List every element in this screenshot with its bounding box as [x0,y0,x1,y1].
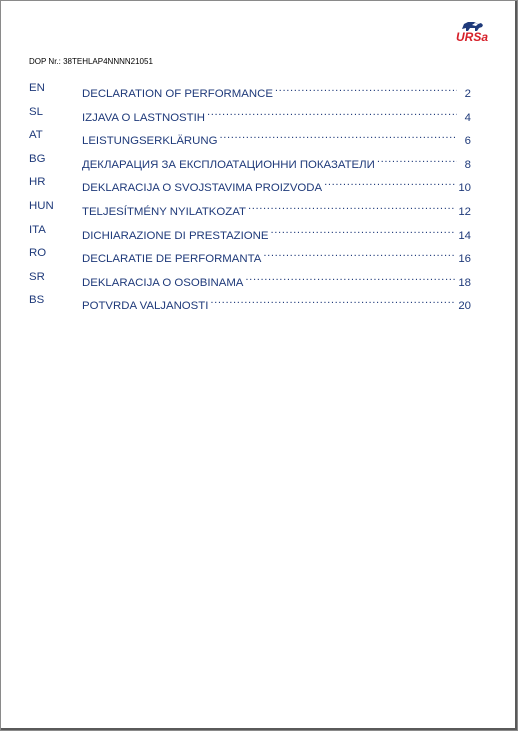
toc-entry-hun[interactable] [29,197,471,221]
toc-page-number[interactable]: 4 [464,111,471,124]
toc-entry-hr[interactable] [29,173,471,197]
toc-entry-bg[interactable] [29,150,471,174]
toc-language-code: SR [29,270,45,283]
toc-entry-bs[interactable] [29,291,471,315]
toc-leader-dots [219,126,457,144]
toc-leader-dots [210,291,456,309]
toc-language-code: AT [29,129,43,142]
toc-title[interactable]: DEKLARACIJA O SVOJSTAVIMA PROIZVODA [82,182,323,195]
toc-page-number[interactable]: 14 [458,229,471,242]
toc-language-code: RO [29,247,47,260]
toc-entry-ro[interactable] [29,244,471,268]
toc-page-number[interactable]: 20 [458,300,471,313]
toc-language-code: ITA [29,223,46,236]
toc-page-number[interactable]: 10 [458,182,471,195]
toc-leader-dots [245,268,456,286]
toc-entry-sr[interactable] [29,268,471,292]
table-of-contents [29,79,471,315]
toc-leader-dots [275,79,457,97]
toc-title[interactable]: ДЕКЛАРАЦИЯ ЗА ЕКСПЛОАТАЦИОННИ ПОКАЗАТЕЛИ [82,158,375,171]
toc-leader-dots [377,150,457,168]
brand-wordmark: URSa [455,30,488,44]
toc-page-number[interactable]: 16 [458,253,471,266]
toc-leader-dots [248,197,456,215]
toc-language-code: SL [29,105,43,118]
toc-leader-dots [324,173,456,191]
toc-language-code: BS [29,294,45,307]
toc-page-number[interactable]: 6 [464,135,471,148]
toc-title[interactable]: DICHIARAZIONE DI PRESTAZIONE [82,229,269,242]
toc-entry-sl[interactable] [29,103,471,127]
toc-leader-dots [271,221,457,239]
toc-title[interactable]: POTVRDA VALJANOSTI [82,300,209,313]
toc-entry-en[interactable] [29,79,471,103]
toc-entry-ita[interactable] [29,221,471,245]
toc-leader-dots [263,244,456,262]
toc-language-code: BG [29,152,46,165]
toc-entry-at[interactable] [29,126,471,150]
toc-page-number[interactable]: 18 [458,276,471,289]
dop-number: DOP Nr.: 38TEHLAP4NNNN21051 [29,57,153,66]
toc-page-number[interactable]: 12 [458,205,471,218]
toc-title[interactable]: DECLARATION OF PERFORMANCE [82,88,273,100]
toc-title[interactable]: LEISTUNGSERKLÄRUNG [82,135,218,148]
toc-language-code: HR [29,176,46,189]
toc-leader-dots [207,103,457,121]
ursa-logo [450,19,494,45]
toc-language-code: HUN [29,199,54,212]
toc-title[interactable]: DEKLARACIJA O OSOBINAMA [82,276,244,289]
toc-title[interactable]: IZJAVA O LASTNOSTIH [82,111,205,124]
toc-title[interactable]: DECLARATIE DE PERFORMANTA [82,253,262,266]
toc-page-number[interactable]: 8 [464,158,471,171]
toc-page-number[interactable]: 2 [464,88,471,100]
toc-title[interactable]: TELJESÍTMÉNY NYILATKOZAT [82,205,246,218]
toc-language-code: EN [29,82,45,94]
